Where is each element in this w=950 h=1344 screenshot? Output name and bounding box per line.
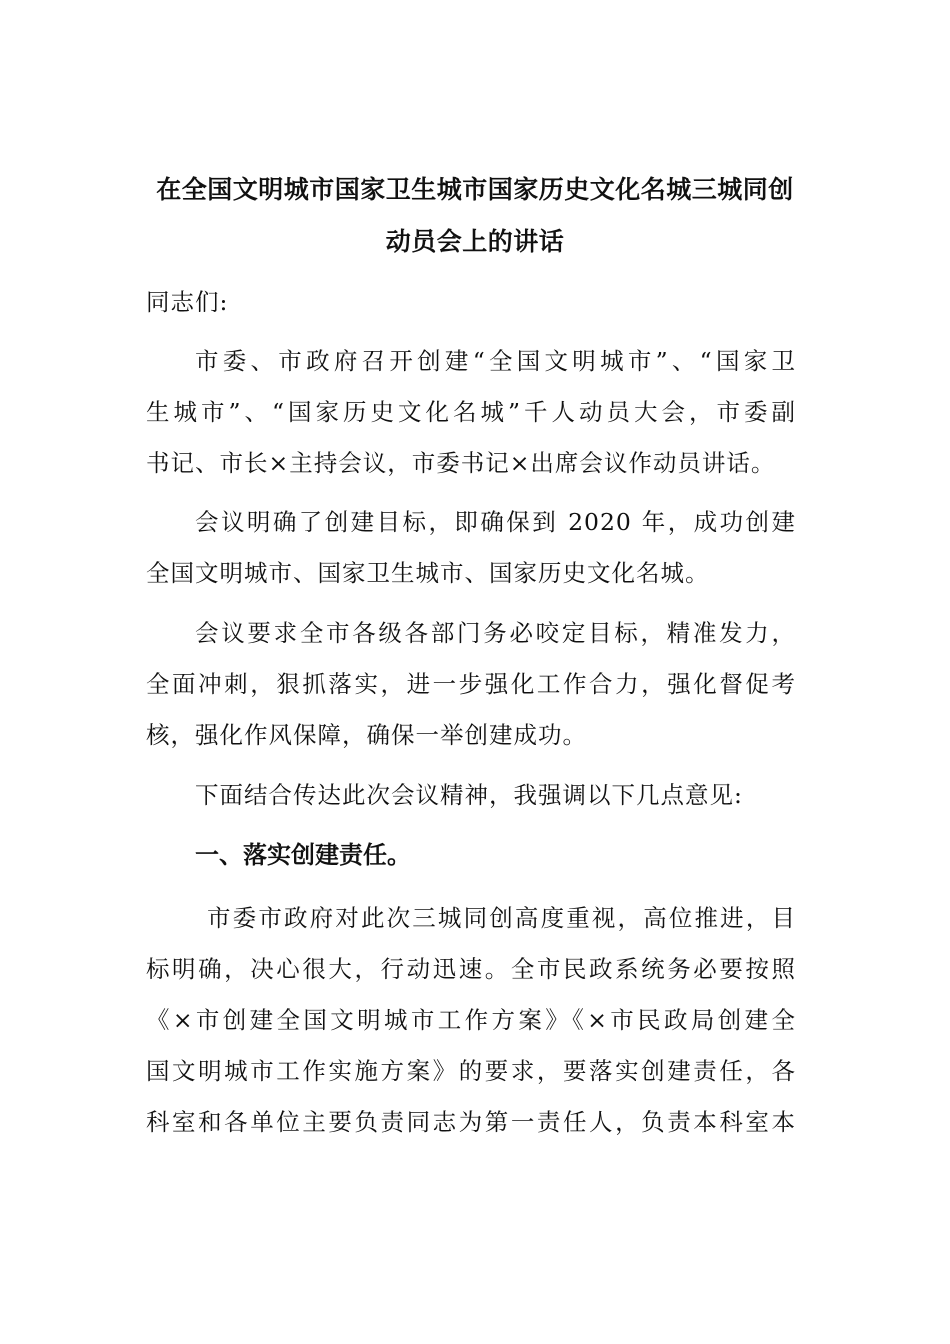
paragraph-3-line-3: 核，强化作风保障，确保一举创建成功。 <box>146 721 587 749</box>
paragraph-1-line-3: 书记、市长×主持会议，市委书记×出席会议作动员讲话。 <box>146 449 776 477</box>
paragraph-5-line-1: 市委市政府对此次三城同创高度重视，高位推进，目 <box>207 904 796 932</box>
greeting: 同志们: <box>146 288 229 316</box>
paragraph-4-line-1: 下面结合传达此次会议精神，我强调以下几点意见: <box>195 781 743 809</box>
section-heading-1: 一、落实创建责任。 <box>195 841 411 869</box>
paragraph-5-line-2: 标明确，决心很大，行动迅速。全市民政系统务必要按照 <box>146 955 796 983</box>
paragraph-1-line-1: 市委、市政府召开创建“全国文明城市”、“国家卫 <box>195 347 796 375</box>
paragraph-2-line-1: 会议明确了创建目标，即确保到 2020 年，成功创建 <box>195 508 796 536</box>
document-title-line-2: 动员会上的讲话 <box>385 227 565 256</box>
paragraph-1-line-2: 生城市”、“国家历史文化名城”千人动员大会，市委副 <box>146 398 796 426</box>
paragraph-5-line-4: 国文明城市工作实施方案》的要求，要落实创建责任，各 <box>146 1057 796 1085</box>
paragraph-2-line-2: 全国文明城市、国家卫生城市、国家历史文化名城。 <box>146 559 710 587</box>
document-title-line-1: 在全国文明城市国家卫生城市国家历史文化名城三城同创 <box>156 175 794 204</box>
paragraph-3-line-1: 会议要求全市各级各部门务必咬定目标，精准发力， <box>195 619 796 647</box>
paragraph-5-line-5: 科室和各单位主要负责同志为第一责任人，负责本科室本 <box>146 1108 796 1136</box>
paragraph-3-line-2: 全面冲刺，狠抓落实，进一步强化工作合力，强化督促考 <box>146 670 796 698</box>
paragraph-5-line-3: 《×市创建全国文明城市工作方案》《×市民政局创建全 <box>146 1006 796 1034</box>
